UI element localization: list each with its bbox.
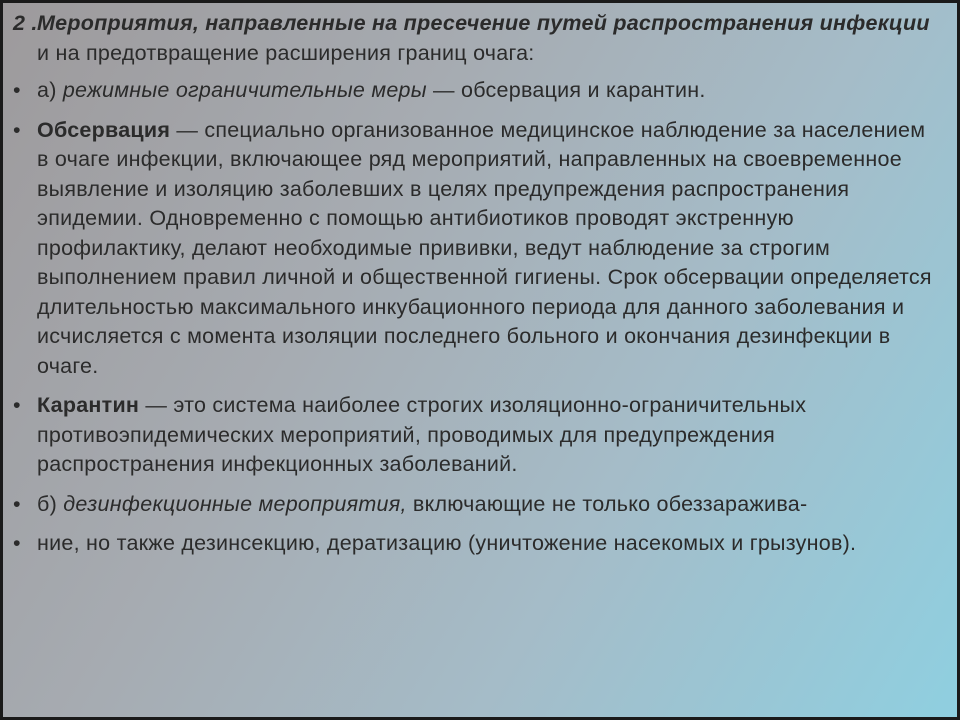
item-italic-term: режимные ограничительные меры [62, 78, 427, 102]
slide-content [11, 9, 941, 569]
item-text: ние, но также дезинсекцию, дератизацию (уничтожение насекомых и грызунов). [37, 531, 857, 555]
bullet-icon: • [13, 117, 21, 142]
bullet-icon: • [13, 491, 21, 516]
list-item-observation [11, 116, 941, 382]
section-title-emphasis: Мероприятия, направленные на пресечение путей распространения инфекции [37, 11, 930, 35]
bullet-icon: • [13, 78, 21, 102]
list-item-disinsection [11, 529, 941, 559]
item-bold-term: Обсервация [37, 117, 171, 142]
bullet-icon: • [13, 531, 21, 555]
bullet-icon: • [13, 393, 21, 417]
item-text: — это система наиболее строгих изоляционно-ограничительных противоэпидемических мероприятий, проводимых для предупреждения распространения инфекционных заболеваний. [37, 393, 807, 476]
item-text: включающие не только обеззаражива- [406, 491, 808, 516]
item-text: — обсервация и карантин. [426, 78, 706, 102]
item-prefix: б) [37, 491, 64, 516]
item-prefix: а) [37, 78, 63, 102]
section-number: 2 . [13, 11, 38, 35]
list-item-disinfection [11, 490, 941, 520]
section-title-rest: и на предотвращение расширения границ очага: [37, 40, 535, 65]
item-text: — специально организованное медицинское наблюдение за населением в очаге инфекции, включающее ряд мероприятий, направленных на своевременное выявление и изоляцию заболевших в целях предупреждения распространения эпидемии. Одновременно с помощью антибиотиков проводят экстренную профилактику, делают необходимые прививки, ведут наблюдение за строгим выполнением правил личной и общественной гигиены. Срок обсервации определяется длительностью максимального инкубационного периода для данного заболевания и исчисляется с момента изоляции последнего больного и окончания дезинфекции в очаге. [37, 117, 932, 378]
item-bold-term: Карантин [37, 393, 140, 417]
item-italic-term: дезинфекционные мероприятия, [63, 491, 407, 516]
list-item-quarantine [11, 391, 941, 480]
list-item-regime-measures [11, 76, 941, 106]
section-heading [11, 9, 941, 68]
